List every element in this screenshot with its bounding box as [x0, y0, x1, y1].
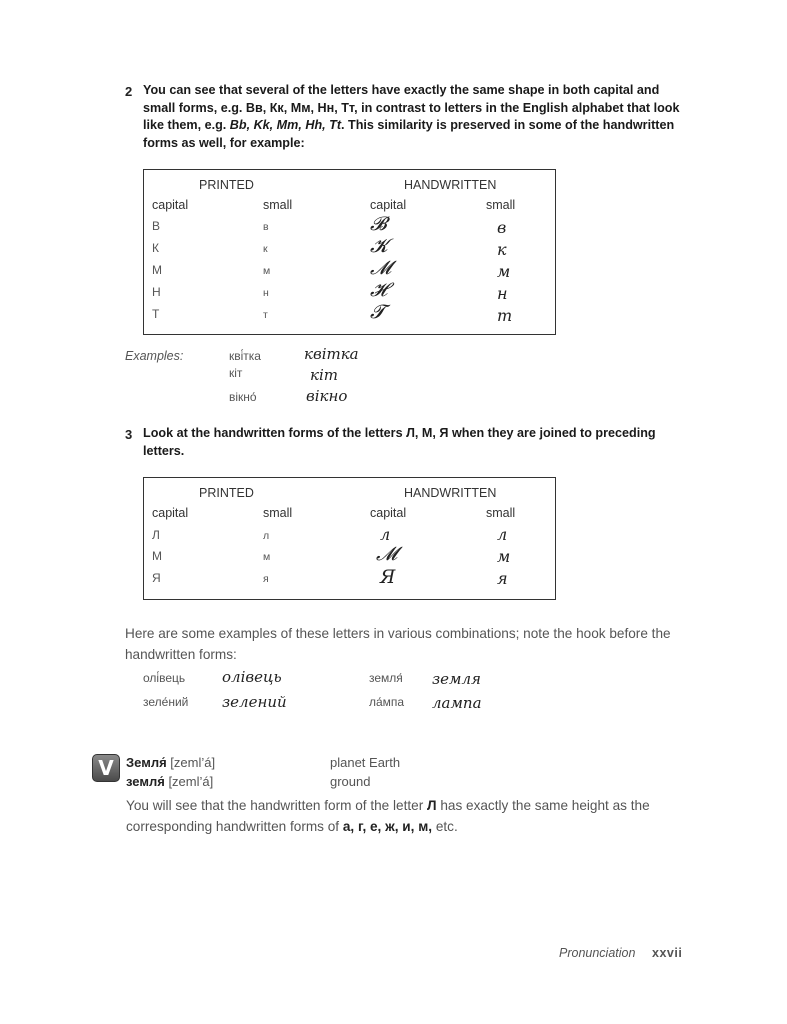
example-word: кіт	[229, 366, 243, 380]
printed-small: я	[263, 573, 269, 585]
printed-capital: В	[152, 219, 161, 233]
text-run: . This similarity is preserved in some of the handwritten	[341, 118, 675, 132]
section-number: 3	[125, 427, 133, 442]
intro-line: Here are some examples of these letters in various combinations; note the hook before the	[125, 626, 671, 641]
text-run-bold: а, г, е, ж, и, м,	[342, 819, 433, 834]
example-word: кві́тка	[229, 349, 261, 363]
combination-word: земля́	[369, 671, 403, 685]
section-2-line: You can see that several of the letters have exactly the same shape in both capital and	[143, 83, 660, 97]
vocab-meaning: ground	[330, 774, 371, 789]
small-subheader: small	[263, 506, 293, 520]
section-2-line: small forms, e.g. Вв, Кк, Мм, Нн, Тт, in contrast to letters in the English alphabet that look	[143, 100, 680, 115]
handwritten-small: к	[497, 240, 507, 259]
printed-small: в	[263, 221, 269, 233]
combination-word: ла́мпа	[369, 695, 405, 709]
printed-capital: Л	[152, 528, 160, 542]
handwritten-capital: 𝓚	[370, 235, 388, 257]
note-line	[126, 795, 686, 816]
capital-hw-subheader: capital	[370, 506, 407, 520]
printed-capital: Я	[152, 571, 161, 585]
vocab-entry	[126, 755, 215, 770]
combination-handwritten: земля	[432, 670, 481, 688]
letters-table-2	[143, 477, 556, 600]
running-footer-title: Pronunciation	[559, 946, 636, 960]
text-run-italic: Bb, Kk, Mm, Hh, Tt	[229, 118, 342, 132]
note-line	[126, 816, 686, 837]
printed-header: PRINTED	[199, 178, 254, 192]
combination-word: зеле́ний	[143, 695, 189, 709]
printed-small: к	[263, 243, 268, 255]
text-run: You will see that the handwritten form of the letter	[126, 798, 427, 813]
small-hw-subheader: small	[486, 198, 516, 212]
text-run: like them, e.g.	[143, 118, 230, 132]
printed-small: т	[263, 309, 268, 321]
handwritten-capital: 𝓜	[370, 257, 392, 279]
capital-subheader: capital	[152, 198, 189, 212]
examples-label: Examples:	[125, 349, 184, 363]
printed-small: м	[263, 551, 271, 563]
handwritten-capital: Я	[380, 566, 396, 588]
capital-subheader: capital	[152, 506, 189, 520]
handwritten-capital: 𝓣	[370, 301, 385, 323]
printed-small: н	[263, 287, 269, 299]
handwritten-capital: 𝓑	[370, 213, 387, 235]
combination-handwritten: лампа	[432, 694, 482, 712]
handwritten-capital: л	[380, 525, 391, 544]
section-2-line	[143, 117, 683, 135]
handwritten-small: м	[497, 547, 511, 566]
vocab-pron: [zeml’á]	[170, 755, 216, 770]
example-word: вікно́	[229, 390, 257, 404]
handwritten-header: HANDWRITTEN	[404, 178, 497, 192]
handwritten-small: в	[497, 218, 507, 237]
small-subheader: small	[263, 198, 293, 212]
handwritten-small: н	[497, 284, 508, 303]
section-3-line: letters.	[143, 443, 185, 458]
combinations-intro	[125, 623, 685, 665]
vocabulary-icon: V	[92, 754, 120, 782]
vocab-word: земля́	[126, 774, 165, 789]
small-hw-subheader: small	[486, 506, 516, 520]
printed-capital: М	[152, 263, 162, 277]
example-handwritten: вікно	[306, 387, 348, 405]
handwritten-small: л	[497, 525, 508, 544]
vocab-word: Земля́	[126, 755, 167, 770]
handwritten-small: я	[497, 569, 508, 588]
section-2-text	[143, 82, 683, 152]
section-3-text	[143, 425, 683, 460]
vocab-pron: [zeml’á]	[168, 774, 214, 789]
page-number: xxvii	[652, 946, 683, 960]
vocab-note	[126, 795, 686, 837]
section-number: 2	[125, 84, 133, 99]
printed-capital: Т	[152, 307, 160, 321]
combination-handwritten: олівець	[222, 668, 282, 686]
example-handwritten: кіт	[310, 366, 338, 384]
combination-word: олі́вець	[143, 671, 186, 685]
printed-small: м	[263, 265, 271, 277]
section-2-line: forms as well, for example:	[143, 135, 305, 150]
vocab-entry	[126, 774, 213, 789]
handwritten-small: т	[497, 306, 513, 325]
text-run-bold: Л	[427, 798, 437, 813]
printed-capital: К	[152, 241, 159, 255]
text-run: etc.	[432, 819, 458, 834]
handwritten-small: м	[497, 262, 511, 281]
handwritten-capital: 𝓜	[376, 543, 398, 565]
example-handwritten: квітка	[304, 345, 359, 363]
printed-header: PRINTED	[199, 486, 254, 500]
letters-table-1	[143, 169, 556, 335]
handwritten-capital: 𝓗	[370, 279, 388, 301]
printed-capital: Н	[152, 285, 161, 299]
handwritten-header: HANDWRITTEN	[404, 486, 497, 500]
printed-capital: М	[152, 549, 162, 563]
text-run: corresponding handwritten forms of	[126, 819, 343, 834]
printed-small: л	[263, 530, 270, 542]
section-3-line: Look at the handwritten forms of the letters Л, М, Я when they are joined to preceding	[143, 426, 656, 440]
intro-line: handwritten forms:	[125, 647, 237, 662]
text-run: has exactly the same height as the	[436, 798, 650, 813]
combination-handwritten: зелений	[222, 693, 287, 711]
capital-hw-subheader: capital	[370, 198, 407, 212]
vocab-meaning: planet Earth	[330, 755, 401, 770]
